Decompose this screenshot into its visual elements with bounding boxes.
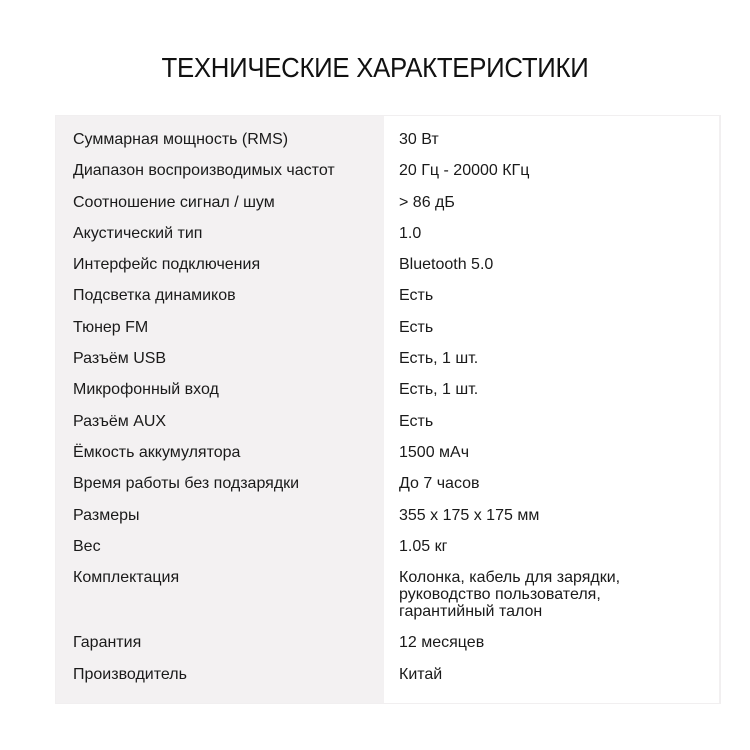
spec-value-mic-input: Есть, 1 шт.: [399, 381, 479, 399]
spec-label-aux: Разъём AUX: [73, 412, 167, 430]
spec-value-package: [384, 569, 719, 620]
spec-label-usb: Разъём USB: [73, 350, 167, 368]
spec-label-weight: Вес: [73, 537, 101, 555]
spec-label-fm-tuner: Тюнер FM: [73, 318, 149, 336]
spec-value-package-line: гарантийный талон: [399, 603, 543, 621]
spec-values-column: [384, 116, 720, 703]
spec-label-frequency-range: Диапазон воспроизводимых частот: [73, 162, 335, 180]
spec-value-runtime: До 7 часов: [399, 475, 480, 493]
spec-value-weight: 1.05 кг: [399, 537, 448, 555]
spec-value-package-line: руководство пользователя,: [399, 586, 601, 604]
spec-value-power: 30 Вт: [399, 131, 439, 148]
spec-label-warranty: Гарантия: [73, 634, 142, 652]
spec-label-battery: Ёмкость аккумулятора: [73, 443, 241, 461]
page-title: ТЕХНИЧЕСКИЕ ХАРАКТЕРИСТИКИ: [161, 52, 589, 83]
spec-label-mic-input: Микрофонный вход: [73, 381, 219, 399]
spec-label-package: Комплектация: [73, 569, 180, 587]
spec-value-battery: 1500 мАч: [399, 443, 470, 461]
spec-label-acoustic-type: Акустический тип: [73, 224, 203, 242]
spec-value-interface: Bluetooth 5.0: [399, 256, 494, 274]
spec-value-usb: Есть, 1 шт.: [399, 350, 479, 368]
spec-label-manufacturer: Производитель: [73, 665, 187, 683]
spec-label-backlight: Подсветка динамиков: [73, 287, 236, 305]
spec-value-signal-noise: > 86 дБ: [399, 193, 455, 211]
spec-value-aux: Есть: [399, 412, 434, 430]
spec-table: [56, 116, 720, 703]
spec-label-signal-noise: Соотношение сигнал / шум: [73, 193, 275, 211]
spec-value-backlight: Есть: [399, 287, 434, 305]
spec-label-power: Суммарная мощность (RMS): [73, 131, 289, 148]
spec-value-fm-tuner: Есть: [399, 318, 434, 336]
spec-label-runtime: Время работы без подзарядки: [73, 475, 300, 493]
spec-label-interface: Интерфейс подключения: [73, 256, 261, 274]
spec-value-package-line: Колонка, кабель для зарядки,: [399, 569, 621, 587]
spec-value-warranty: 12 месяцев: [399, 634, 485, 652]
spec-value-acoustic-type: 1.0: [399, 224, 422, 242]
spec-value-frequency-range: 20 Гц - 20000 КГц: [399, 162, 530, 180]
spec-label-dimensions: Размеры: [73, 506, 140, 524]
spec-value-dimensions: 355 x 175 x 175 мм: [399, 506, 540, 524]
spec-value-manufacturer: Китай: [399, 665, 443, 683]
spec-labels-column: [56, 116, 384, 703]
